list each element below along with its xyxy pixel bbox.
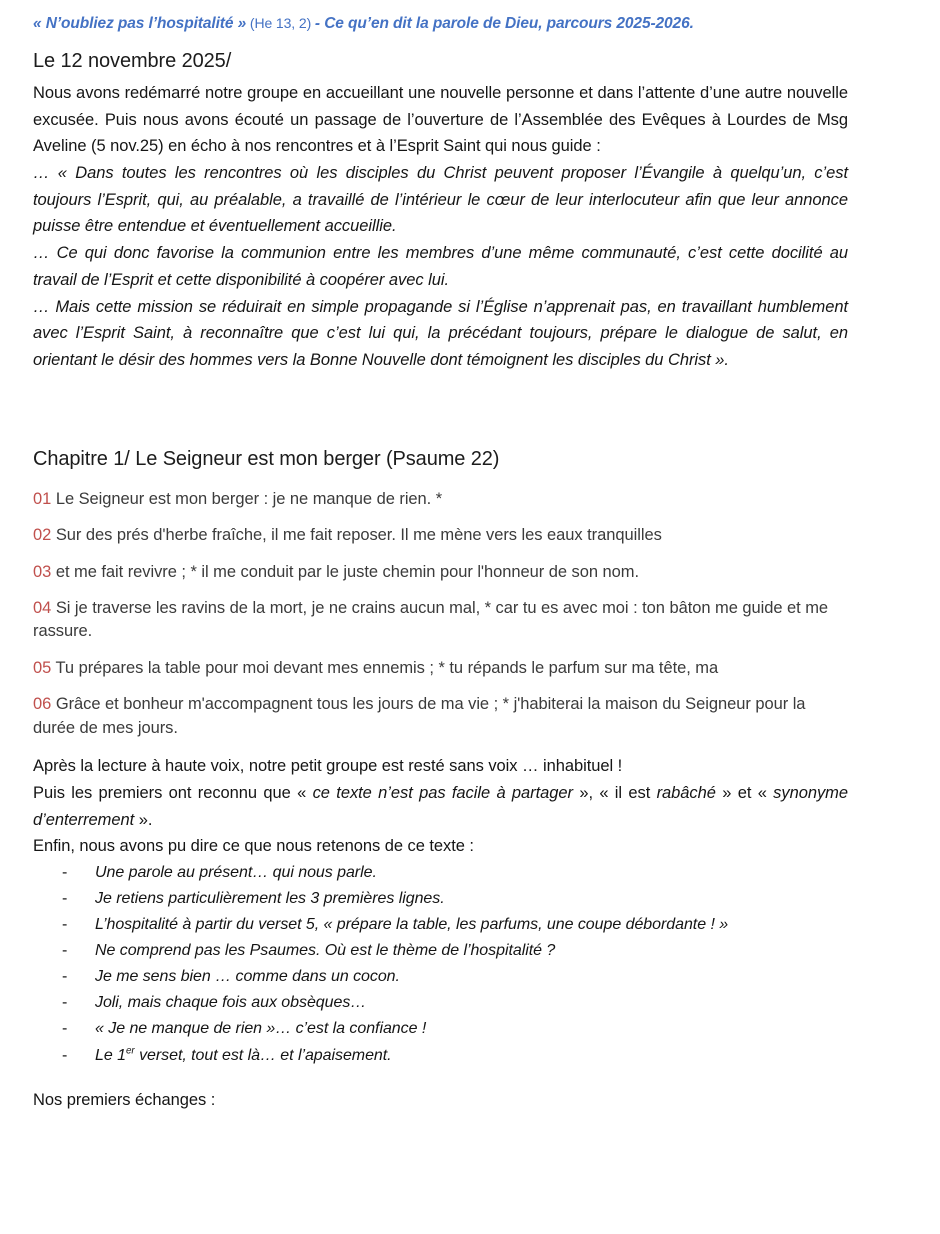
- after-reading-text-4: ».: [134, 810, 153, 829]
- after-reading-italic-2: rabâché: [656, 783, 716, 802]
- psalm-verse: [33, 561, 848, 584]
- list-item-label-prefix: Le 1: [95, 1046, 126, 1064]
- after-reading-line-1: Après la lecture à haute voix, notre petit groupe est resté sans voix … inhabituel !: [33, 757, 623, 776]
- after-reading-line-3: Enfin, nous avons pu dire ce que nous retenons de ce texte :: [33, 837, 474, 856]
- verse-number: 01: [33, 489, 52, 508]
- list-item: [33, 964, 848, 990]
- verse-text: Tu prépares la table pour moi devant mes ennemis ; * tu répands le parfum sur ma tête, ma: [55, 658, 719, 677]
- chapter-heading: Chapitre 1/ Le Seigneur est mon berger (Psaume 22): [33, 447, 500, 470]
- footer-gap: [33, 1069, 848, 1087]
- dash-bullet-icon: -: [62, 1020, 68, 1038]
- after-reading-text-3: » et «: [715, 783, 774, 802]
- list-item: [33, 912, 848, 938]
- dash-bullet-icon: -: [62, 890, 68, 908]
- header-scripture-reference: (He 13, 2): [246, 15, 315, 31]
- psalm-verse: [33, 488, 848, 511]
- quote-paragraph-2: … Ce qui donc favorise la communion entre les membres d’une même communauté, c’est cette docilité au travail de l’Esprit et cette disponibilité à coopérer avec lui.: [33, 244, 848, 289]
- verse-text: Sur des prés d'herbe fraîche, il me fait reposer. Il me mène vers les eaux tranquilles: [55, 526, 662, 545]
- after-reading-line-2: [33, 780, 848, 833]
- verse-number: 06: [33, 695, 52, 714]
- verse-number: 03: [33, 562, 52, 581]
- list-item: [33, 860, 848, 886]
- quote-paragraph-1: … « Dans toutes les rencontres où les disciples du Christ peuvent proposer l’Évangile à quelqu’un, c’est toujours l’Esprit, qui, au préalable, a travaillé de l’intérieur le cœur de leur interlocuteur afin que leur annonce puisse être entendue et éventuellement accueillie.: [33, 163, 848, 236]
- after-reading-italic-3: synonyme d’enterrement: [33, 783, 848, 829]
- dash-bullet-icon: -: [62, 1046, 68, 1064]
- list-item-label: L’hospitalité à partir du verset 5, « prépare la table, les parfums, une coupe débordante ! »: [95, 916, 729, 934]
- list-item-label: Une parole au présent… qui nous parle.: [95, 863, 377, 881]
- dash-bullet-icon: -: [62, 863, 68, 881]
- document-running-header: [33, 14, 848, 34]
- list-item-label: Je retiens particulièrement les 3 premières lignes.: [95, 890, 445, 908]
- list-item-label: Joli, mais chaque fois aux obsèques…: [95, 994, 367, 1012]
- list-item-label: Je me sens bien … comme dans un cocon.: [95, 968, 400, 986]
- verse-number: 02: [33, 526, 52, 545]
- header-subtitle: - Ce qu’en dit la parole de Dieu, parcours 2025-2026.: [314, 15, 694, 32]
- ordinal-suffix: er: [125, 1045, 135, 1057]
- intro-paragraph: Nous avons redémarré notre groupe en accueillant une nouvelle personne et dans l’attente d’une autre nouvelle excusée. Puis nous avons écouté un passage de l’ouverture de l’Assemblée des Evêques à Lourdes de Msg Aveline (5 nov.25) en écho à nos rencontres et à l’Esprit Saint qui nous guide :: [33, 83, 848, 156]
- date-heading: Le 12 novembre 2025/: [33, 49, 232, 72]
- list-item: [33, 1043, 848, 1069]
- dash-bullet-icon: -: [62, 968, 68, 986]
- psalm-verse-list: [33, 488, 848, 740]
- verse-number: 04: [33, 599, 52, 617]
- dash-bullet-icon: -: [62, 942, 68, 960]
- verse-text: Si je traverse les ravins de la mort, je ne crains aucun mal, * car tu es avec moi : ton bâton me guide et me rassure.: [33, 599, 829, 641]
- list-item: [33, 990, 848, 1016]
- psalm-verse: [33, 693, 848, 740]
- list-item-label-suffix: verset, tout est là… et l’apaisement.: [134, 1046, 392, 1064]
- dash-bullet-icon: -: [62, 916, 68, 934]
- list-item: [33, 1016, 848, 1042]
- verse-number: 05: [33, 658, 52, 677]
- section-gap: [33, 374, 848, 446]
- after-reading-text-2: », « il est: [572, 783, 657, 802]
- psalm-verse: [33, 597, 848, 644]
- verse-text: et me fait revivre ; * il me conduit par le juste chemin pour l'honneur de son nom.: [55, 562, 640, 581]
- quote-paragraph-3: … Mais cette mission se réduirait en simple propagande si l’Église n’apprenait pas, en travaillant humblement avec l’Esprit Saint, à reconnaître que c’est lui qui, la précédant toujours, prépare le dialogue de salut, en orientant le désir des hommes vers la Bonne Nouvelle dont témoignent les disciples du Christ ».: [33, 297, 848, 370]
- verse-text: Grâce et bonheur m'accompagnent tous les jours de ma vie ; * j'habiterai la maison du Seigneur pour la durée de mes jours.: [33, 695, 806, 737]
- list-item: [33, 938, 848, 964]
- footer-line: Nos premiers échanges :: [33, 1090, 216, 1109]
- psalm-verse: [33, 657, 848, 680]
- after-reading-italic-1: ce texte n’est pas facile à partager: [312, 783, 573, 802]
- takeaways-list: [33, 860, 848, 1069]
- dash-bullet-icon: -: [62, 994, 68, 1012]
- list-item-label: « Je ne manque de rien »… c’est la confiance !: [95, 1020, 427, 1038]
- list-item-label: Ne comprend pas les Psaumes. Où est le thème de l’hospitalité ?: [95, 942, 556, 960]
- verse-text: Le Seigneur est mon berger : je ne manque de rien. *: [55, 489, 443, 508]
- after-reading-text-1: Puis les premiers ont reconnu que «: [33, 783, 313, 802]
- list-item: [33, 886, 848, 912]
- header-quote-title: « N’oubliez pas l’hospitalité »: [33, 15, 247, 32]
- psalm-verse: [33, 524, 848, 547]
